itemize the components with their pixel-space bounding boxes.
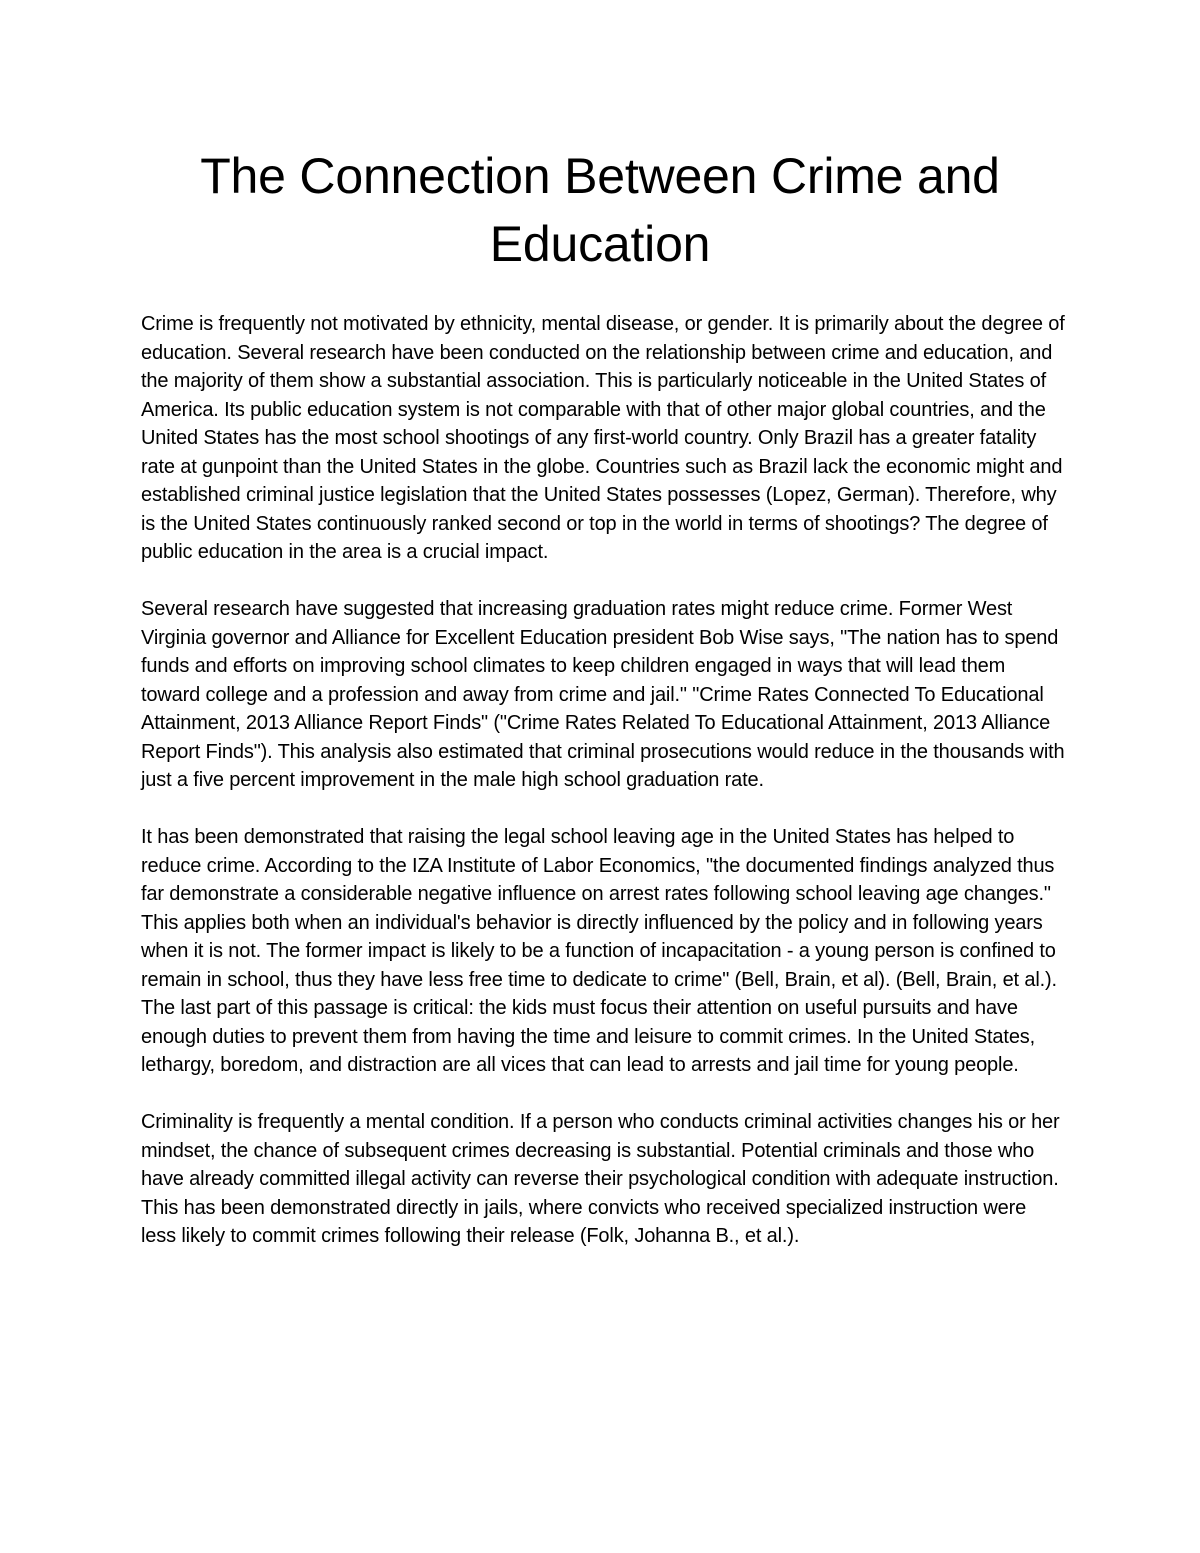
paragraph: It has been demonstrated that raising the legal school leaving age in the United States has helped to reduce crime. According to the IZA Institute of Labor Economics, "the documented findings analyzed thus far demonstrate a considerable negative influence on arrest rates following school leaving age changes." This applies both when an individual's behavior is directly influenced by the policy and in following years when it is not. The former impact is likely to be a function of incapacitation - a young person is confined to remain in school, thus they have less free time to dedicate to crime" (Bell, Brain, et al). (Bell, Brain, et al.). The last part of this passage is critical: the kids must focus their attention on useful pursuits and have enough duties to prevent them from having the time and leisure to commit crimes. In the United States, lethargy, boredom, and distraction are all vices that can lead to arrests and jail time for young people. [141,826,1057,1076]
paragraph: Crime is frequently not motivated by ethnicity, mental disease, or gender. It is primarily about the degree of education. Several research have been conducted on the relationship between crime and education, and the majority of them show a substantial association. This is particularly noticeable in the United States of America. Its public education system is not comparable with that of other major global countries, and the United States has the most school shootings of any first-world country. Only Brazil has a greater fatality rate at gunpoint than the United States in the globe. Countries such as Brazil lack the economic might and established criminal justice legislation that the United States possesses (Lopez, German). Therefore, why is the United States continuously ranked second or top in the world in terms of shootings? The degree of public education in the area is a crucial impact. [141,313,1065,563]
document-body [141,310,1066,1279]
document-title: The Connection Between Crime and Education [200,148,1000,272]
paragraph: Several research have suggested that increasing graduation rates might reduce crime. Former West Virginia governor and Alliance for Excellent Education president Bob Wise says, "The nation has to spend funds and efforts on improving school climates to keep children engaged in ways that will lead them toward college and a profession and away from crime and jail." "Crime Rates Connected To Educational Attainment, 2013 Alliance Report Finds" ("Crime Rates Related To Educational Attainment, 2013 Alliance Report Finds"). This analysis also estimated that criminal prosecutions would reduce in the thousands with just a five percent improvement in the male high school graduation rate. [141,598,1065,791]
paragraph: Criminality is frequently a mental condition. If a person who conducts criminal activities changes his or her mindset, the chance of subsequent crimes decreasing is substantial. Potential criminals and those who have already committed illegal activity can reverse their psychological condition with adequate instruction. This has been demonstrated directly in jails, where convicts who received specialized instruction were less likely to commit crimes following their release (Folk, Johanna B., et al.). [141,1111,1060,1247]
